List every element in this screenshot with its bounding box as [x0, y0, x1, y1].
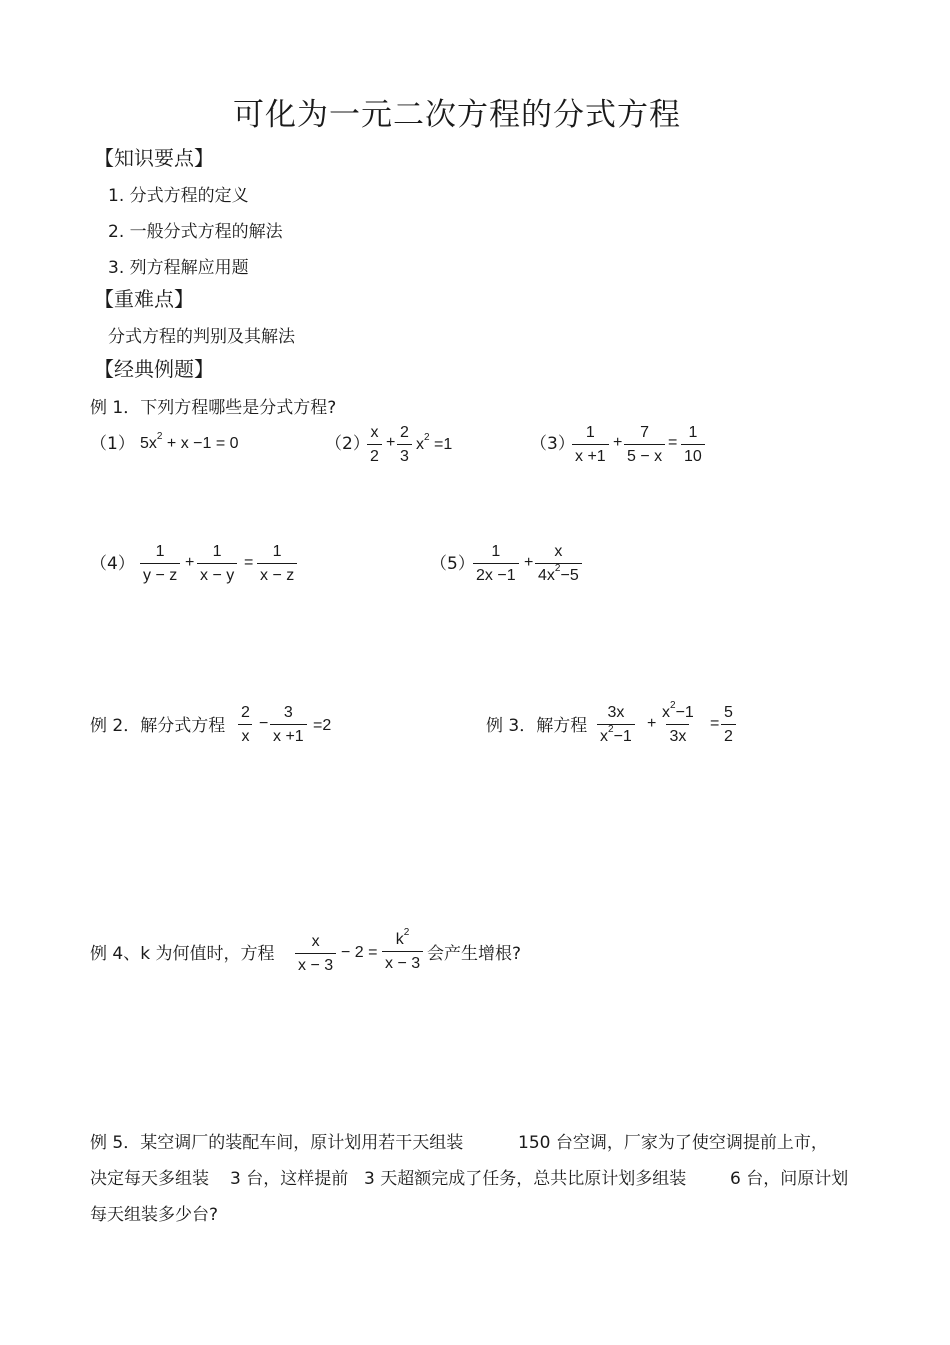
example-1-prompt: 例 1．下列方程哪些是分式方程? [90, 398, 337, 418]
example-4-prompt: 例 4、k 为何值时，方程 [90, 944, 275, 964]
minus-sign: − [259, 715, 269, 732]
page-title: 可化为一元二次方程的分式方程 [233, 97, 681, 133]
denominator: 2 [721, 724, 736, 745]
numerator: 1 [212, 543, 222, 560]
example-5-text: 每天组装多少台? [90, 1205, 219, 1225]
term: k [395, 931, 404, 948]
difficulty-text: 分式方程的判别及其解法 [108, 327, 295, 347]
fraction [473, 544, 519, 584]
example-5-text: 6 台，问原计划 [730, 1169, 849, 1189]
example-2-prompt: 例 2．解分式方程 [90, 716, 226, 736]
numerator: x [311, 933, 320, 950]
denominator: 5 − x [624, 444, 665, 465]
equation-2-tail [416, 431, 453, 454]
equation-label: （3） [530, 434, 575, 454]
term: 1 [443, 436, 453, 453]
fraction [659, 699, 697, 745]
term: 2 [322, 717, 332, 734]
term: x [600, 728, 608, 745]
fraction [572, 425, 609, 465]
example-5-text: 例 5．某空调厂的装配车间，原计划用若干天组装 [90, 1133, 464, 1153]
exponent: 2 [670, 699, 676, 711]
fraction [597, 705, 635, 745]
equals-sign: = [244, 554, 254, 571]
equals-sign: = [313, 717, 323, 734]
knowledge-item: 3. 列方程解应用题 [108, 258, 249, 278]
term: 0 [229, 435, 239, 452]
equals-sign: = [668, 434, 678, 451]
denominator: x − 3 [295, 953, 336, 974]
equation-label: （4） [90, 554, 135, 574]
fraction [535, 544, 582, 584]
denominator: 3x [666, 724, 689, 745]
denominator: 2 [367, 444, 382, 465]
example-5-text: 150 台空调，厂家为了使空调提前上市， [518, 1133, 828, 1153]
equals-sign: = [434, 436, 444, 453]
numerator: 1 [585, 424, 595, 441]
denominator: x − z [257, 563, 297, 584]
fraction [295, 934, 336, 974]
example-4-tail: 会产生增根? [427, 944, 522, 964]
denominator: x − y [197, 563, 237, 584]
example-3-prompt: 例 3．解方程 [486, 716, 588, 736]
section-heading-examples: 【经典例题】 [94, 357, 214, 381]
fraction [257, 544, 297, 584]
term: x [180, 435, 189, 452]
numerator: x [554, 543, 563, 560]
exponent: 2 [403, 926, 410, 938]
denominator: 10 [681, 444, 705, 465]
fraction [197, 544, 237, 584]
operator-text: − 2 = [341, 944, 378, 961]
equation-label: （1） [90, 434, 135, 454]
section-heading-difficulty: 【重难点】 [94, 287, 194, 311]
knowledge-item: 1. 分式方程的定义 [108, 186, 249, 206]
term: −1 [193, 435, 212, 452]
numerator: 3 [283, 704, 293, 721]
numerator: 1 [491, 543, 501, 560]
numerator: 7 [640, 424, 650, 441]
denominator [535, 563, 582, 584]
knowledge-item: 2. 一般分式方程的解法 [108, 222, 283, 242]
equals-sign: = [215, 435, 226, 452]
equation-rhs [313, 716, 331, 735]
exponent: 2 [554, 562, 561, 574]
fraction [397, 425, 412, 465]
numerator: x [370, 424, 379, 441]
plus-sign: + [647, 715, 657, 732]
numerator: 1 [155, 543, 165, 560]
fraction [140, 544, 180, 584]
plus-sign: + [524, 554, 534, 571]
denominator: x − 3 [382, 951, 423, 972]
fraction [721, 705, 736, 745]
term: −1 [675, 704, 694, 721]
fraction [238, 705, 253, 745]
numerator: 2 [241, 704, 250, 721]
denominator: x +1 [572, 444, 609, 465]
example-5-text: 3 天超额完成了任务，总共比原计划多组装 [364, 1169, 687, 1189]
denominator: 3 [397, 444, 412, 465]
denominator: x +1 [270, 724, 307, 745]
denominator: 2x −1 [473, 563, 519, 584]
term: −5 [560, 567, 579, 584]
section-heading-knowledge: 【知识要点】 [94, 146, 214, 170]
denominator: y − z [140, 563, 180, 584]
plus-sign: + [185, 554, 195, 571]
exponent: 2 [156, 430, 163, 442]
numerator: 3x [607, 704, 625, 721]
plus-sign: + [386, 434, 396, 451]
term: −1 [613, 728, 632, 745]
numerator: 1 [272, 543, 282, 560]
term: x [662, 704, 670, 721]
term: 5x [140, 435, 157, 452]
fraction [624, 425, 665, 465]
numerator: 5 [724, 704, 733, 721]
fraction [367, 425, 382, 465]
equals-sign: = [710, 715, 720, 732]
example-5-text: 3 台，这样提前 [230, 1169, 349, 1189]
fraction [382, 926, 423, 972]
numerator: 1 [688, 424, 698, 441]
fraction [681, 425, 705, 465]
equation-1 [140, 430, 239, 453]
numerator [393, 926, 413, 951]
denominator: x [238, 724, 252, 745]
plus-sign: + [166, 435, 177, 452]
numerator: 2 [400, 424, 409, 441]
term: 4x [538, 567, 555, 584]
exponent: 2 [608, 723, 614, 735]
exponent: 2 [424, 431, 430, 443]
denominator [597, 724, 635, 745]
equation-label: （2） [325, 434, 370, 454]
example-5-text: 决定每天多组装 [90, 1169, 209, 1189]
equation-label: （5） [430, 554, 475, 574]
fraction [270, 705, 307, 745]
term: x [416, 436, 424, 453]
plus-sign: + [613, 434, 623, 451]
numerator [659, 699, 697, 724]
